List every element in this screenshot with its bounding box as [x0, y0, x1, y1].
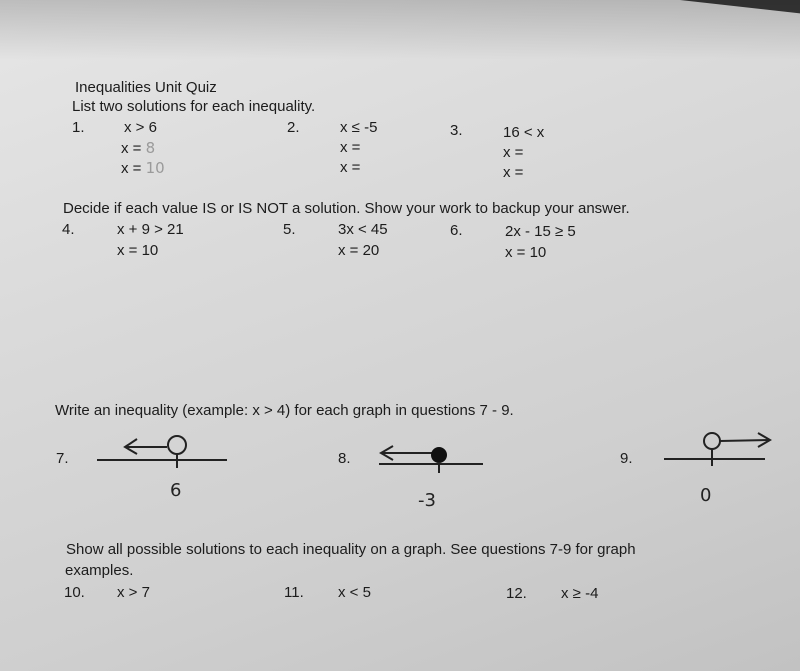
q6-inequality: 2x - 15 ≥ 5: [505, 223, 576, 240]
q10-inequality: x > 7: [117, 584, 150, 601]
q5-value: x = 20: [338, 242, 380, 259]
q3-number: 3.: [450, 122, 463, 139]
q8-tick-label: -3: [418, 490, 436, 511]
q9-ray: [720, 440, 770, 441]
q5-number: 5.: [283, 221, 296, 238]
q4-number: 4.: [62, 221, 75, 238]
q1-number: 1.: [72, 119, 85, 136]
q7-number: 7.: [56, 450, 69, 467]
quiz-title: Inequalities Unit Quiz: [75, 79, 217, 96]
q9-tick-label: 0: [700, 485, 712, 506]
q2-answer-2: x =: [340, 159, 361, 176]
q12-number: 12.: [506, 585, 527, 602]
q3-answer-1: x =: [503, 144, 524, 161]
q8-number: 8.: [338, 450, 351, 467]
q7-tick-label: 6: [170, 480, 182, 501]
q3-inequality: 16 < x: [503, 124, 545, 141]
paper-shadow: [0, 0, 800, 60]
q1-answer-1-label: x =: [121, 140, 146, 157]
q11-number: 11.: [284, 584, 304, 601]
q10-number: 10.: [64, 584, 85, 601]
q1-answer-2-label: x =: [121, 160, 146, 177]
q9-number-line-graph: [660, 428, 780, 473]
q4-inequality: x + 9 > 21: [117, 221, 184, 238]
q9-open-circle-icon: [704, 433, 720, 449]
q2-number: 2.: [287, 119, 300, 136]
q8-closed-circle-icon: [431, 447, 447, 463]
q11-inequality: x < 5: [338, 584, 371, 601]
q1-answer-2-value: 10: [145, 159, 165, 177]
q9-number: 9.: [620, 450, 633, 467]
instruction-show-solutions-line2: examples.: [65, 562, 134, 579]
q8-number-line-graph: [375, 435, 490, 480]
q6-value: x = 10: [505, 244, 547, 261]
instruction-show-solutions-line1: Show all possible solutions to each inequality on a graph. See questions 7-9 for graph: [66, 541, 636, 558]
q1-inequality: x > 6: [124, 119, 157, 136]
q6-number: 6.: [450, 222, 463, 239]
instruction-list-solutions: List two solutions for each inequality.: [72, 98, 316, 115]
q1-answer-1-value: 8: [145, 139, 156, 157]
q2-inequality: x ≤ -5: [340, 119, 378, 136]
q3-answer-2: x =: [503, 164, 524, 181]
q2-answer-1: x =: [340, 139, 361, 156]
q12-inequality: x ≥ -4: [561, 585, 599, 602]
q4-value: x = 10: [117, 242, 159, 259]
instruction-decide-solution: Decide if each value IS or IS NOT a solution. Show your work to backup your answer.: [63, 200, 630, 217]
q1-answer-2: [121, 159, 165, 177]
instruction-write-inequality: Write an inequality (example: x > 4) for each graph in questions 7 - 9.: [55, 402, 514, 419]
q7-number-line-graph: [95, 430, 235, 475]
q1-answer-1: [121, 139, 155, 157]
q5-inequality: 3x < 45: [338, 221, 388, 238]
q7-open-circle-icon: [168, 436, 186, 454]
